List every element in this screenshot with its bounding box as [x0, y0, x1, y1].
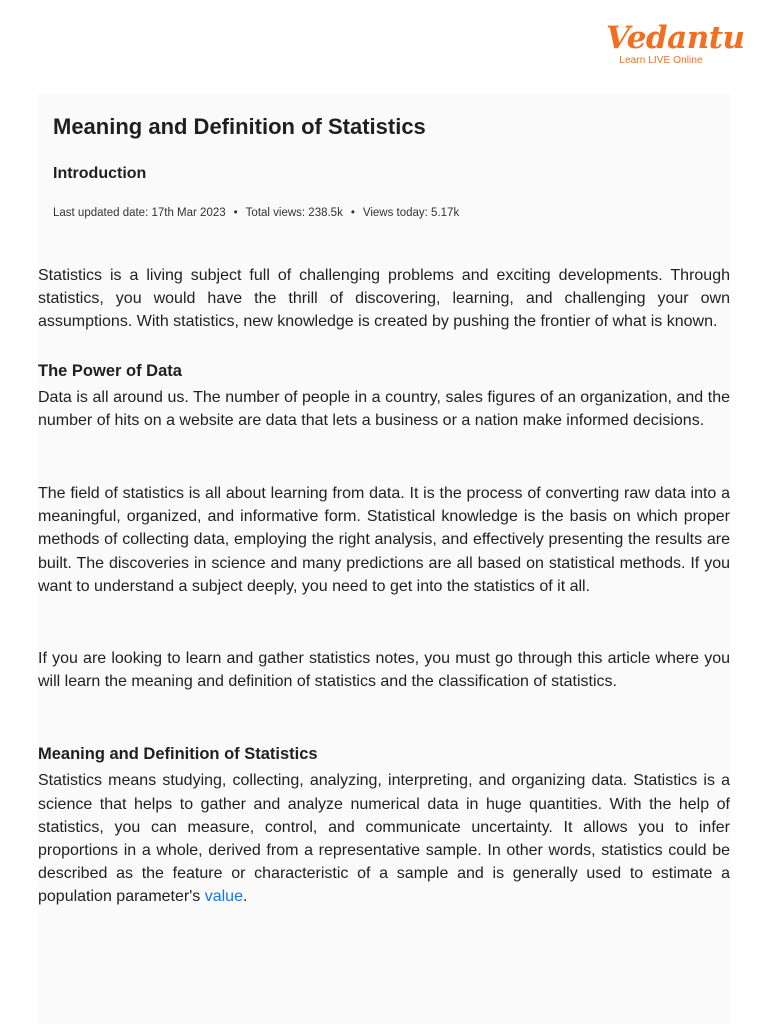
paragraph-data-around-us: Data is all around us. The number of people in a country, sales figures of an organization, and the number of hits on a website are data that lets a business or a nation make informed decisions. [38, 388, 730, 429]
paragraph-meaning-end: . [242, 888, 248, 906]
meta-separator: • [350, 207, 355, 219]
meta-separator: • [233, 207, 238, 219]
paragraph-intro: Statistics is a living subject full of challenging problems and exciting developments. Through statistics, you would have the thrill of discovering, learning, and challenging your own assumptions. With statistics, new knowledge is created by pushing the frontier of what is known. [38, 267, 730, 331]
last-updated-date: Last updated date: 17th Mar 2023 [53, 207, 226, 219]
vedantu-logo[interactable] [606, 20, 745, 72]
heading-meaning-definition: Meaning and Definition of Statistics [38, 745, 318, 764]
logo-tagline: Learn LIVE Online [619, 55, 703, 66]
article-meta [53, 205, 713, 221]
heading-power-of-data: The Power of Data [38, 361, 182, 380]
views-today: Views today: 5.17k [362, 207, 460, 219]
paragraph-meaning-text: Statistics means studying, collecting, analyzing, interpreting, and organizing data. Statistics is a science that helps to gather and analyze numerical data in huge quantities. With the help of statistics, you can measure, control, and communicate uncertainty. It allows you to infer proportions in a whole, derived from a representative sample. In other words, statistics could be described as the feature or characteristic of a sample and is generally used to estimate a population parameter's [38, 772, 730, 906]
total-views: Total views: 238.5k [245, 207, 343, 219]
logo-wordmark: Vedantu [606, 20, 745, 56]
article-header [53, 110, 713, 221]
paragraph-field-of-statistics: The field of statistics is all about learning from data. It is the process of converting raw data into a meaningful, organized, and informative form. Statistical knowledge is the basis on which proper methods of collecting data, employing the right analysis, and effectively presenting the results are built. The discoveries in science and many predictions are all based on statistical methods. If you want to understand a subject deeply, you need to get into the statistics of it all. [38, 485, 730, 595]
value-link[interactable]: value [204, 888, 243, 906]
paragraph-meaning [38, 769, 730, 908]
page-title: Meaning and Definition of Statistics [53, 114, 426, 139]
intro-heading: Introduction [53, 165, 147, 182]
article-body [38, 264, 730, 909]
paragraph-learn-notes: If you are looking to learn and gather statistics notes, you must go through this article where you will learn the meaning and definition of statistics and the classification of statistics. [38, 650, 730, 691]
